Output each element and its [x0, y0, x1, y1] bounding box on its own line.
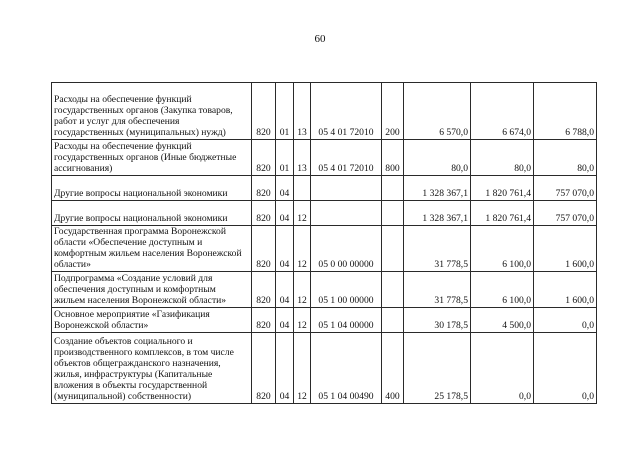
- table-row: [52, 226, 597, 272]
- table-row: [52, 308, 597, 333]
- target-item-code-cell: 05 1 04 00000: [311, 308, 382, 333]
- year1-amount-cell: 6 570,0: [404, 83, 471, 140]
- admin-code-cell: 820: [252, 272, 276, 308]
- admin-code-cell: 820: [252, 201, 276, 226]
- target-item-code-cell: 05 0 00 00000: [311, 226, 382, 272]
- admin-code-cell: 820: [252, 308, 276, 333]
- row-name-cell: Основное мероприятие «Газификация Воронежской области»: [52, 308, 252, 333]
- table-row: [52, 176, 597, 201]
- section-code-cell: 01: [276, 140, 294, 176]
- target-item-code-cell: [311, 201, 382, 226]
- year2-amount-cell: 4 500,0: [471, 308, 534, 333]
- row-name-cell: Другие вопросы национальной экономики: [52, 176, 252, 201]
- year3-amount-cell: 0,0: [534, 308, 597, 333]
- expense-type-code-cell: [382, 226, 404, 272]
- subsection-code-cell: 12: [294, 308, 311, 333]
- year2-amount-cell: 1 820 761,4: [471, 201, 534, 226]
- row-name-cell: Другие вопросы национальной экономики: [52, 201, 252, 226]
- target-item-code-cell: 05 1 00 00000: [311, 272, 382, 308]
- row-name-cell: Создание объектов социального и производственного комплексов, в том числе объектов общегражданского назначения, жилья, инфраструктуры (Капитальные вложения в объекты государственной (муниципальной) собственности): [52, 333, 252, 404]
- year1-amount-cell: 80,0: [404, 140, 471, 176]
- year1-amount-cell: 1 328 367,1: [404, 176, 471, 201]
- expense-type-code-cell: 200: [382, 83, 404, 140]
- table-row: [52, 83, 597, 140]
- table-row: [52, 333, 597, 404]
- year2-amount-cell: 1 820 761,4: [471, 176, 534, 201]
- expense-type-code-cell: [382, 201, 404, 226]
- year3-amount-cell: 0,0: [534, 333, 597, 404]
- target-item-code-cell: [311, 176, 382, 201]
- section-code-cell: 04: [276, 176, 294, 201]
- year3-amount-cell: 80,0: [534, 140, 597, 176]
- subsection-code-cell: 13: [294, 140, 311, 176]
- section-code-cell: 04: [276, 308, 294, 333]
- table-row: [52, 140, 597, 176]
- admin-code-cell: 820: [252, 140, 276, 176]
- target-item-code-cell: 05 1 04 00490: [311, 333, 382, 404]
- year2-amount-cell: 6 100,0: [471, 272, 534, 308]
- year3-amount-cell: 1 600,0: [534, 226, 597, 272]
- year2-amount-cell: 6 100,0: [471, 226, 534, 272]
- table-row: [52, 272, 597, 308]
- subsection-code-cell: 13: [294, 83, 311, 140]
- year2-amount-cell: 0,0: [471, 333, 534, 404]
- budget-table-container: [51, 82, 596, 404]
- expense-type-code-cell: [382, 308, 404, 333]
- year3-amount-cell: 1 600,0: [534, 272, 597, 308]
- expense-type-code-cell: [382, 176, 404, 201]
- admin-code-cell: 820: [252, 333, 276, 404]
- row-name-cell: Расходы на обеспечение функций государственных органов (Иные бюджетные ассигнования): [52, 140, 252, 176]
- budget-table: [51, 82, 597, 404]
- section-code-cell: 04: [276, 333, 294, 404]
- subsection-code-cell: [294, 176, 311, 201]
- year3-amount-cell: 6 788,0: [534, 83, 597, 140]
- year1-amount-cell: 1 328 367,1: [404, 201, 471, 226]
- page-number: 60: [314, 33, 326, 45]
- year1-amount-cell: 31 778,5: [404, 226, 471, 272]
- section-code-cell: 04: [276, 272, 294, 308]
- year3-amount-cell: 757 070,0: [534, 176, 597, 201]
- section-code-cell: 04: [276, 226, 294, 272]
- section-code-cell: 01: [276, 83, 294, 140]
- year2-amount-cell: 80,0: [471, 140, 534, 176]
- section-code-cell: 04: [276, 201, 294, 226]
- expense-type-code-cell: 800: [382, 140, 404, 176]
- year3-amount-cell: 757 070,0: [534, 201, 597, 226]
- target-item-code-cell: 05 4 01 72010: [311, 83, 382, 140]
- row-name-cell: Государственная программа Воронежской области «Обеспечение доступным и комфортным жильем населения Воронежской области»: [52, 226, 252, 272]
- admin-code-cell: 820: [252, 176, 276, 201]
- admin-code-cell: 820: [252, 83, 276, 140]
- expense-type-code-cell: 400: [382, 333, 404, 404]
- year1-amount-cell: 25 178,5: [404, 333, 471, 404]
- row-name-cell: Подпрограмма «Создание условий для обеспечения доступным и комфортным жильем населения Воронежской области»: [52, 272, 252, 308]
- row-name-cell: Расходы на обеспечение функций государственных органов (Закупка товаров, работ и услуг для обеспечения государственных (муниципальных) нужд): [52, 83, 252, 140]
- subsection-code-cell: 12: [294, 333, 311, 404]
- admin-code-cell: 820: [252, 226, 276, 272]
- subsection-code-cell: 12: [294, 226, 311, 272]
- year1-amount-cell: 30 178,5: [404, 308, 471, 333]
- year1-amount-cell: 31 778,5: [404, 272, 471, 308]
- subsection-code-cell: 12: [294, 272, 311, 308]
- expense-type-code-cell: [382, 272, 404, 308]
- table-row: [52, 201, 597, 226]
- year2-amount-cell: 6 674,0: [471, 83, 534, 140]
- target-item-code-cell: 05 4 01 72010: [311, 140, 382, 176]
- subsection-code-cell: 12: [294, 201, 311, 226]
